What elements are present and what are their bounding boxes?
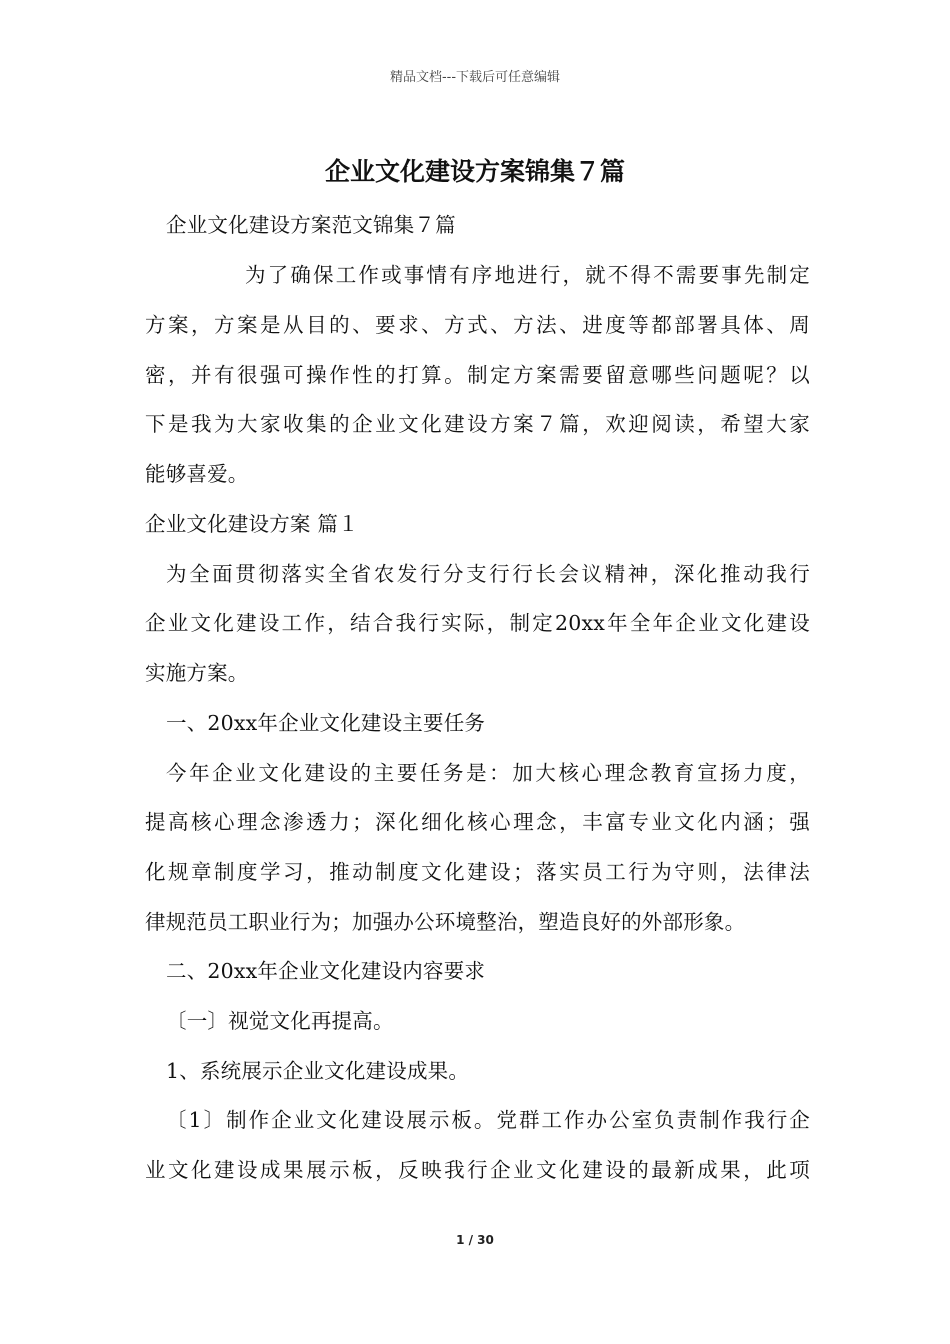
section-heading: 企业文化建设方案 篇１ [145,512,359,536]
paragraph-line: 下是我为大家收集的企业文化建设方案７篇，欢迎阅读，希望大家 [145,412,810,436]
paragraph-line: 为了确保工作或事情有序地进行，就不得不需要事先制定 [245,263,810,287]
paragraph-line: 提高核心理念渗透力；深化细化核心理念，丰富专业文化内涵；强 [145,810,810,834]
paragraph-line: 〔1〕制作企业文化建设展示板。党群工作办公室负责制作我行企 [166,1108,810,1132]
paragraph-line: 方案，方案是从目的、要求、方式、方法、进度等都部署具体、周 [145,313,810,337]
paragraph-line: 今年企业文化建设的主要任务是：加大核心理念教育宣扬力度， [166,761,810,785]
paragraph-line: 企业文化建设工作，结合我行实际，制定20xx年全年企业文化建设 [145,611,810,635]
paragraph-line: 实施方案。 [145,661,249,685]
paragraph-line: 业文化建设成果展示板，反映我行企业文化建设的最新成果，此项 [145,1158,810,1182]
document-subtitle: 企业文化建设方案范文锦集７篇 [166,213,456,237]
paragraph-line: 密，并有很强可操作性的打算。制定方案需要留意哪些问题呢？以 [145,363,810,387]
list-item: 1、系统展示企业文化建设成果。 [166,1059,470,1083]
paragraph-line: 为全面贯彻落实全省农发行分支行行长会议精神，深化推动我行 [166,562,810,586]
paragraph-line: 律规范员工职业行为；加强办公环境整治，塑造良好的外部形象。 [145,910,746,934]
paragraph-line: 化规章制度学习，推动制度文化建设；落实员工行为守则，法律法 [145,860,810,884]
page-header: 精品文档---下载后可任意编辑 [389,70,561,85]
page-number: 1 / 30 [456,1233,494,1247]
section-heading: 一、20xx年企业文化建设主要任务 [166,711,486,735]
section-heading: 二、20xx年企业文化建设内容要求 [166,959,486,983]
subsection-heading: 〔一〕视觉文化再提高。 [166,1009,394,1033]
paragraph-line: 能够喜爱。 [145,462,249,486]
document-title: 企业文化建设方案锦集７篇 [324,157,625,186]
